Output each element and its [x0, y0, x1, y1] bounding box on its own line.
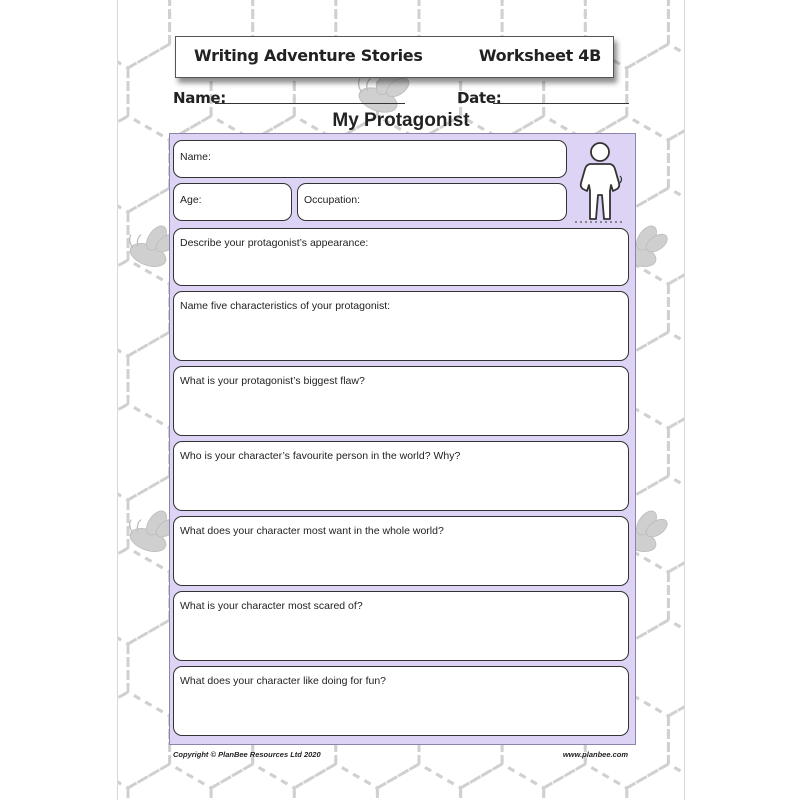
name-label: Name:	[173, 89, 226, 107]
standing-person-icon	[573, 139, 627, 225]
name-field-label: Name:	[180, 151, 211, 163]
question-label: Describe your protagonist’s appearance:	[180, 237, 369, 249]
copyright-footer: Copyright © PlanBee Resources Ltd 2020	[173, 750, 321, 759]
worksheet-number: Worksheet 4B	[478, 46, 601, 65]
watermark-hexagon	[118, 620, 128, 716]
watermark-hexagon	[627, 764, 684, 800]
watermark-hexagon	[668, 260, 684, 356]
watermark-hexagon	[118, 188, 128, 284]
question-box-fun[interactable]	[173, 666, 629, 736]
worksheet-page	[117, 0, 685, 800]
question-box-scared-of[interactable]	[173, 591, 629, 661]
question-label: What is your character most scared of?	[180, 600, 363, 612]
watermark-hexagon	[118, 548, 170, 644]
header-banner	[175, 36, 614, 78]
worksheet-title: Writing Adventure Stories	[194, 46, 423, 65]
question-label: What does your character most want in the whole world?	[180, 525, 444, 537]
question-box-flaw[interactable]	[173, 366, 629, 436]
question-label: What does your character like doing for fun?	[180, 675, 387, 687]
watermark-hexagon	[118, 476, 128, 572]
name-field[interactable]	[173, 140, 567, 178]
watermark-hexagon	[668, 404, 684, 500]
date-label: Date:	[457, 89, 502, 107]
watermark-hexagon	[668, 692, 684, 788]
question-label: What is your protagonist’s biggest flaw?	[180, 375, 365, 387]
watermark-hexagon	[118, 692, 170, 788]
question-box-characteristics[interactable]	[173, 291, 629, 361]
watermark-hexagon	[118, 404, 170, 500]
occupation-field-label: Occupation:	[304, 194, 361, 206]
watermark-hexagon	[118, 332, 128, 428]
question-label: Who is your character’s favourite person in the world? Why?	[180, 450, 461, 462]
age-field-label: Age:	[180, 194, 202, 206]
watermark-hexagon	[118, 260, 170, 356]
name-write-line[interactable]	[215, 103, 405, 104]
occupation-field[interactable]	[297, 183, 567, 221]
watermark-hexagon	[668, 548, 684, 644]
page-title: My Protagonist	[332, 110, 470, 131]
question-label: Name five characteristics of your protagonist:	[180, 300, 391, 312]
age-field[interactable]	[173, 183, 292, 221]
website-footer: www.planbee.com	[562, 750, 628, 759]
date-write-line[interactable]	[493, 103, 629, 104]
watermark-hexagon	[668, 0, 684, 68]
question-box-most-want[interactable]	[173, 516, 629, 586]
question-box-favourite-person[interactable]	[173, 441, 629, 511]
question-box-appearance[interactable]	[173, 228, 629, 286]
